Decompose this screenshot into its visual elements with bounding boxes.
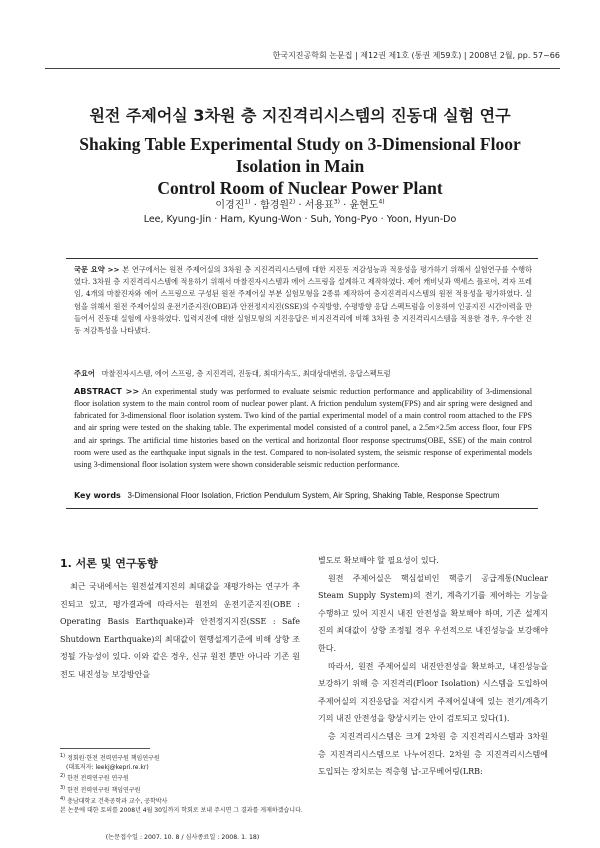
author-4-marker: 4) — [378, 198, 385, 206]
author-separator: · — [250, 200, 261, 211]
footnotes — [60, 752, 305, 816]
footnote-1-email: (대표저자: leekj@kepri.re.kr) — [66, 763, 149, 771]
footnote-marker: 4) — [60, 796, 66, 803]
author-1: 이경진 — [215, 200, 245, 211]
footnote-rule — [60, 748, 150, 749]
footnote-1 — [60, 752, 305, 764]
author-3: 서용표 — [304, 200, 334, 211]
footnote-marker: 3) — [60, 784, 66, 791]
abstract-korean — [74, 264, 532, 337]
footnote-2 — [60, 772, 305, 784]
paragraph: 층 지진격리시스템은 크게 2차원 층 지진격리시스템과 3차원 층 지진격리시스템으로 나누어진다. 2차원 층 지진격리시스템에 도입되는 장치로는 적층형 납-고무베어링(LRB: — [318, 731, 548, 777]
keywords-english — [74, 490, 532, 502]
authors-english: Lee, Kyung-Jin · Ham, Kyung-Won · Suh, Yong-Pyo · Yoon, Hyun-Do — [143, 214, 457, 225]
author-2-marker: 2) — [289, 198, 296, 206]
footnote-3 — [60, 784, 305, 796]
paragraph: 원전 주제어실은 핵심설비인 핵증기 공급계통(Nuclear Steam Supply System)의 전기, 계측기기를 제어하는 기능을 수행하고 있어 지진시 내진 안전성을 확보해야 하며, 기존 설계지진의 최대값이 상향 조정될 경우 우선적으로 내진성능을 보강해야 한다. — [318, 573, 548, 653]
abstract-korean-text: 본 연구에서는 원전 주제어실의 3차원 층 지진격리시스템에 대한 지진동 저감성능과 적용성을 평가하기 위해서 실험연구를 수행하였다. 3차원 층 지진격리시스템에 적용하기 위해서 마찰진자시스템과 에어 스프링을 설계하고 제작하였다. 제어 캐비닛과 액세스 플로어, 격자 프레임, 4개의 마찰진자와 에어 스프링으로 구성된 원전 주제어실 부분 실험모형을 2종류 제작하여 층지진격리시스템의 원전 적용성을 평가하였다. 실험을 위해서 원전 주제어실의 운전기준지진(OBE)과 안전정지지진(SSE)의 수직방향, 수평방향 응답 스펙트럼을 이용하여 인공지진 시간이력을 만들어서 진동대 실험에 사용하였다. 입력지진에 대한 실험모형의 지진응답은 비지진격리에 비해 3차원 층 지진격리시스템을 적용한 경우, 우수한 진동 저감특성을 나타냈다. — [74, 265, 532, 336]
footnote-text: 한전 전력연구원 책임연구원 — [67, 786, 141, 794]
footnote-text: 한전 전력연구원 연구원 — [67, 775, 129, 783]
discussion-note: 본 논문에 대한 토의를 2008년 4월 30일까지 학회로 보내 주시면 그 결과를 게재하겠습니다. — [60, 806, 303, 814]
footnote-4 — [60, 795, 305, 807]
authors-korean — [0, 196, 600, 211]
body-left-column — [60, 578, 300, 684]
footnote-marker: 2) — [60, 773, 66, 780]
footnote-marker: 1) — [60, 753, 66, 759]
body-right-column — [318, 552, 548, 781]
footnote-text: 충남대학교 건축공학과 교수, 공학박사 — [67, 798, 168, 806]
journal-header: 한국지진공학회 논문집 | 제12권 제1호 (통권 제59호) | 2008년 2월, pp. 57~66 — [272, 51, 560, 60]
author-separator: · — [339, 200, 350, 211]
title-english — [50, 133, 550, 199]
keywords-korean — [74, 368, 532, 380]
paragraph: 따라서, 원전 주제어실의 내진안전성을 확보하고, 내진성능을 보강하기 위해 층 지진격리(Floor Isolation) 시스템을 도입하여 주제어실의 지진응답을 저감시켜 주제어실내에 있는 전기/계측기기의 내진 안전성을 향상시키는 안이 검토되고 있다(1). — [318, 661, 548, 724]
keywords-english-text: 3-Dimensional Floor Isolation, Friction Pendulum System, Air Spring, Shaking Table, Response Spectrum — [127, 491, 500, 500]
keywords-korean-text: 마찰진자시스템, 에어 스프링, 층 지진격리, 진동대, 최대가속도, 최대상대변위, 응답스펙트럼 — [101, 369, 391, 378]
title-korean: 원전 주제어실 3차원 층 지진격리시스템의 진동대 실험 연구 — [89, 106, 511, 125]
paragraph-continuation: 별도로 확보해야 할 필요성이 있다. — [318, 556, 439, 565]
author-3-marker: 3) — [333, 198, 340, 206]
section-title: 1. 서론 및 연구동향 — [60, 557, 158, 570]
author-2: 함경원 — [260, 200, 290, 211]
title-english-line1: Shaking Table Experimental Study on 3-Dimensional Floor Isolation in Main — [79, 134, 521, 176]
abstract-korean-label: 국문 요약 >> — [74, 265, 120, 274]
abstract-english-text: An experimental study was performed to evaluate seismic reduction performance and applicability of 3-dimensional floor isolation system to the main control room of nuclear power plant. A friction pendulum system(FPS) and air spring were designed and fabricated for 3-dimensional floor isolation system. Two kind of the partial experimental model of a main control room attached to the FPS and air spring were tested on the shaking table. The experimental model consisted of a control panel, a 2.5m×2.5m access floor, four FPS and air springs. The artificial time histories based on the vertical and horizontal floor response spectrums(OBE, SSE) of the main control room were used as the earthquake input signals in the test. Compared to non-isolated system, the seismic response of experimental models using 3-dimensional floor isolation system were shown considerable seismic reduction performance. — [74, 387, 532, 469]
keywords-korean-label: 주요어 — [74, 369, 95, 378]
author-separator: · — [295, 200, 305, 211]
received-dates: (논문접수일 : 2007. 10. 8 / 심사종료일 : 2008. 1. 18) — [105, 834, 260, 841]
keywords-english-label: Key words — [74, 491, 121, 500]
footnote-text: 정회원·한전 전력연구원 책임연구원 — [67, 755, 160, 762]
author-4: 윤현도 — [349, 200, 379, 211]
abstract-top-rule — [66, 258, 538, 259]
author-1-marker: 1) — [244, 198, 251, 206]
paragraph: 최근 국내에서는 원전설계지진의 최대값을 재평가하는 연구가 추진되고 있고, 평가결과에 따라서는 원전의 운전기준지진(OBE : Operating Basis Earthquake)과 안전정지지진(SSE : Safe Shutdown Earthquake)의 최대값이 현행설계기준에 비해 상향 조정될 가능성이 있다. 이와 같은 경우, 신규 원전 뿐만 아니라 기존 원전도 내진성능 보강방안을 — [60, 582, 300, 679]
abstract-english — [74, 385, 532, 471]
abstract-english-label: ABSTRACT >> — [74, 386, 140, 396]
header-rule — [45, 68, 560, 69]
title-english-line2: Control Room of Nuclear Power Plant — [157, 178, 443, 198]
abstract-bottom-rule — [66, 508, 538, 509]
